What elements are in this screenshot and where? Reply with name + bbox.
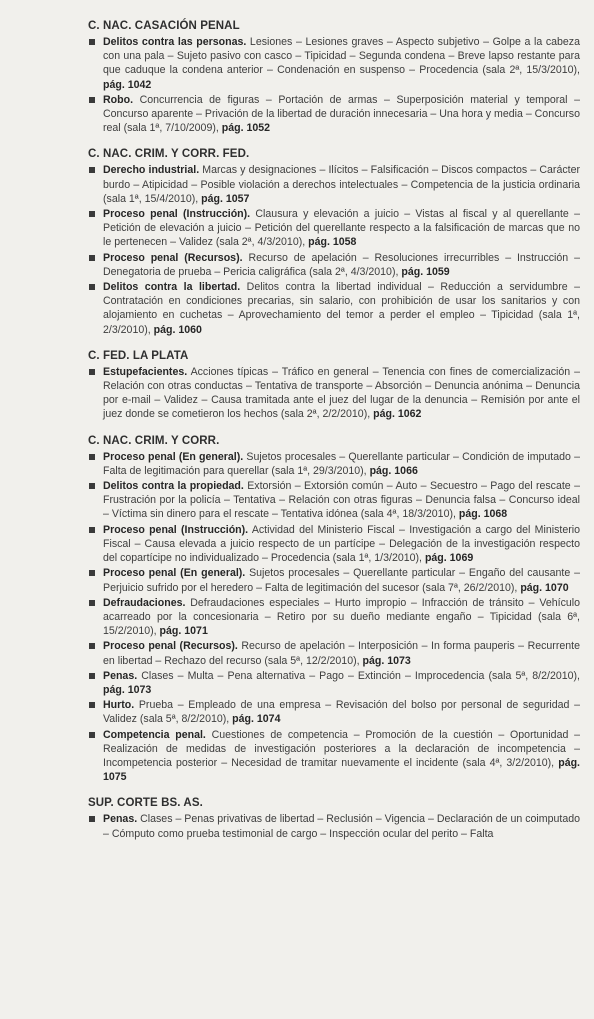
index-entry (86, 35, 580, 92)
index-entry (86, 698, 580, 726)
entry-text: Recurso de apelación – Resoluciones irrecurribles – Instrucción – Denegatoria de prueba – Pericia caligráfica (sala 2ª, 4/3/2010), (103, 251, 580, 278)
entry-text: Concurrencia de figuras – Portación de armas – Superposición material y temporal – Concurso aparente – Privación de la libertad de duración innecesaria – Una hora y media – Concurso real (sala 1ª, 7/10/2009), (103, 93, 580, 135)
page-reference: pág. 1071 (159, 625, 208, 638)
entry-text: Lesiones – Lesiones graves – Aspecto subjetivo – Golpe a la cabeza con una pala – Sujeto pasivo con casco – Tipicidad – Segunda condena – Breve lapso restante para que caduque la condena anterior – Condenación en suspenso – Procedencia (sala 2ª, 15/3/2010), (103, 36, 580, 77)
index-entry (86, 365, 580, 422)
square-bullet-icon (89, 816, 95, 822)
entry-text: Marcas y designaciones – Ilícitos – Falsificación – Discos compactos – Carácter burdo – Atipicidad – Posible violación a derechos intelectuales – Competencia de la justicia ordinaria (sala 1ª, 15/4/2010), (103, 164, 580, 205)
entry-heading: Defraudaciones. (103, 596, 186, 609)
page-reference: pág. 1052 (221, 122, 271, 135)
index-entry (86, 280, 580, 337)
entry-heading: Proceso penal (Recursos). (103, 251, 243, 264)
entry-heading: Proceso penal (En general). (103, 450, 244, 463)
square-bullet-icon (89, 732, 95, 738)
page-reference: pág. 1058 (308, 236, 357, 249)
entry-heading: Penas. (103, 669, 138, 682)
square-bullet-icon (89, 673, 95, 679)
page-reference: pág. 1068 (458, 508, 508, 521)
entry-heading: Derecho industrial. (103, 164, 200, 177)
page-reference: pág. 1073 (103, 683, 152, 696)
page-reference: pág. 1069 (424, 552, 474, 565)
square-bullet-icon (89, 570, 95, 576)
entry-heading: Proceso penal (Instrucción). (103, 208, 251, 221)
index-entry (86, 251, 580, 279)
square-bullet-icon (89, 527, 95, 533)
index-entry (86, 207, 580, 250)
index-entry (86, 566, 580, 594)
index-entry (86, 728, 580, 785)
page-reference: pág. 1074 (232, 713, 281, 726)
page-reference: pág. 1042 (103, 78, 152, 91)
page-reference: pág. 1075 (103, 756, 580, 784)
entry-text: Extorsión – Extorsión común – Auto – Secuestro – Pago del rescate – Frustración por la policía – Tentativa – Relación con otras figuras – Denuncia falsa – Concurso ideal – Víctima sin dinero para el rescate – Tentativa idónea (sala 4ª, 18/3/2010), (103, 480, 580, 521)
entry-text: Actividad del Ministerio Fiscal – Investigación a cargo del Ministerio Fiscal – Causa elevada a juicio respecto de un partícipe – Delegación de la investigación respecto del copartícipe no individualizado – Procedencia (sala 1ª, 1/3/2010), (103, 523, 580, 565)
section-title: C. NAC. CRIM. Y CORR. FED. (88, 148, 250, 161)
page-reference: pág. 1059 (401, 265, 450, 278)
entry-text: Sujetos procesales – Querellante particular – Condición de imputado – Falta de legitimación para querellar (sala 1ª, 29/3/2010), (103, 450, 580, 477)
index-entry (86, 812, 580, 840)
entry-heading: Hurto. (103, 699, 135, 712)
square-bullet-icon (89, 255, 95, 261)
court-section (86, 20, 580, 135)
square-bullet-icon (89, 600, 95, 606)
entry-text: Recurso de apelación – Interposición – In forma pauperis – Recurrente en libertad – Rechazo del recurso (sala 5ª, 12/2/2010), (103, 640, 580, 667)
square-bullet-icon (89, 369, 95, 375)
section-title: SUP. CORTE BS. AS. (88, 797, 203, 810)
page-reference: pág. 1073 (362, 654, 411, 667)
entry-heading: Robo. (103, 93, 134, 106)
entry-heading: Estupefacientes. (103, 365, 188, 378)
index-content (86, 20, 580, 854)
page-reference: pág. 1057 (201, 192, 250, 205)
page-reference: pág. 1060 (153, 323, 202, 336)
section-title: C. NAC. CASACIÓN PENAL (88, 20, 240, 32)
section-title: C. NAC. CRIM. Y CORR. (88, 434, 220, 447)
index-entry (86, 163, 580, 206)
index-entry (86, 450, 580, 478)
entry-text: Clausura y elevación a juicio – Vistas al fiscal y al querellante – Petición de elevación a juicio – Petición del querellante respecto a la falsificación de marcas que no le pertenecen – Validez (sala 2ª, 4/3/2010), (103, 208, 580, 249)
entry-heading: Proceso penal (Instrucción). (103, 523, 249, 536)
entry-heading: Proceso penal (En general). (103, 567, 246, 580)
index-entry (86, 596, 580, 639)
court-section (86, 797, 580, 840)
entry-heading: Delitos contra las personas. (103, 36, 247, 48)
square-bullet-icon (89, 643, 95, 649)
entry-text: Sujetos procesales – Querellante particular – Engaño del causante – Perjuicio sufrido por el heredero – Falta de legitimación del sucesor (sala 7ª, 26/2/2010), (103, 567, 580, 594)
entry-text: Clases – Multa – Pena alternativa – Pago – Extinción – Improcedencia (sala 5ª, 8/2/2010), (137, 669, 580, 682)
court-section (86, 148, 580, 336)
square-bullet-icon (89, 211, 95, 217)
court-section (86, 435, 580, 785)
page-reference: pág. 1066 (369, 464, 418, 477)
entry-text: Acciones típicas – Tráfico en general – Tenencia con fines de comercialización – Relación con otras conductas – Tentativa de transporte – Absorción – Denuncia anónima – Denuncia por e-mail – Validez – Causa tramitada ante el juez del lugar de la denuncia – Remisión por ante el juez donde se cometieron los hechos (sala 2ª, 2/2/2010), (103, 365, 580, 421)
page-reference: pág. 1070 (520, 581, 569, 594)
entry-heading: Delitos contra la propiedad. (103, 480, 244, 493)
index-entry (86, 639, 580, 667)
section-title: C. FED. LA PLATA (88, 349, 189, 362)
entry-text: Delitos contra la libertad individual – Reducción a servidumbre – Contratación en condiciones precarias, sin salario, con prohibición de usar los sanitarios y con alojamiento en cuchetas – Aprovechamiento del temor a perder el empleo – Tipicidad (sala 1ª, 2/3/2010), (103, 281, 580, 336)
square-bullet-icon (89, 39, 95, 45)
index-entry (86, 93, 580, 136)
square-bullet-icon (89, 97, 95, 103)
entry-text: Clases – Penas privativas de libertad – Reclusión – Vigencia – Declaración de un coimputado – Cómputo como prueba testimonial de cargo – Inspección ocular del perito – Falta (103, 813, 580, 840)
entry-heading: Delitos contra la libertad. (103, 281, 241, 294)
page-reference: pág. 1062 (373, 408, 422, 421)
index-entry (86, 479, 580, 522)
entry-text: Prueba – Empleado de una empresa – Revisación del bolso por personal de seguridad – Validez (sala 5ª, 8/2/2010), (103, 699, 580, 726)
square-bullet-icon (89, 483, 95, 489)
entry-heading: Proceso penal (Recursos). (103, 640, 238, 653)
index-entry (86, 523, 580, 566)
entry-text: Defraudaciones especiales – Hurto impropio – Infracción de tránsito – Vehículo acarreado por la concesionaria – Retiro por su dueño mediante engaño – Tipicidad (sala 6ª, 15/2/2010), (103, 596, 580, 638)
entry-heading: Penas. (103, 813, 138, 826)
entry-heading: Competencia penal. (103, 728, 206, 741)
square-bullet-icon (89, 454, 95, 460)
entry-text: Cuestiones de competencia – Promoción de la cuestión – Oportunidad – Realización de medidas de investigación posteriores a la declaración de incompetencia – Incompetencia posterior – Necesidad de tramitar nuevamente el incidente (sala 4ª, 3/2/2010), (103, 728, 580, 769)
square-bullet-icon (89, 167, 95, 173)
square-bullet-icon (89, 284, 95, 290)
court-section (86, 350, 580, 422)
square-bullet-icon (89, 702, 95, 708)
index-entry (86, 669, 580, 697)
